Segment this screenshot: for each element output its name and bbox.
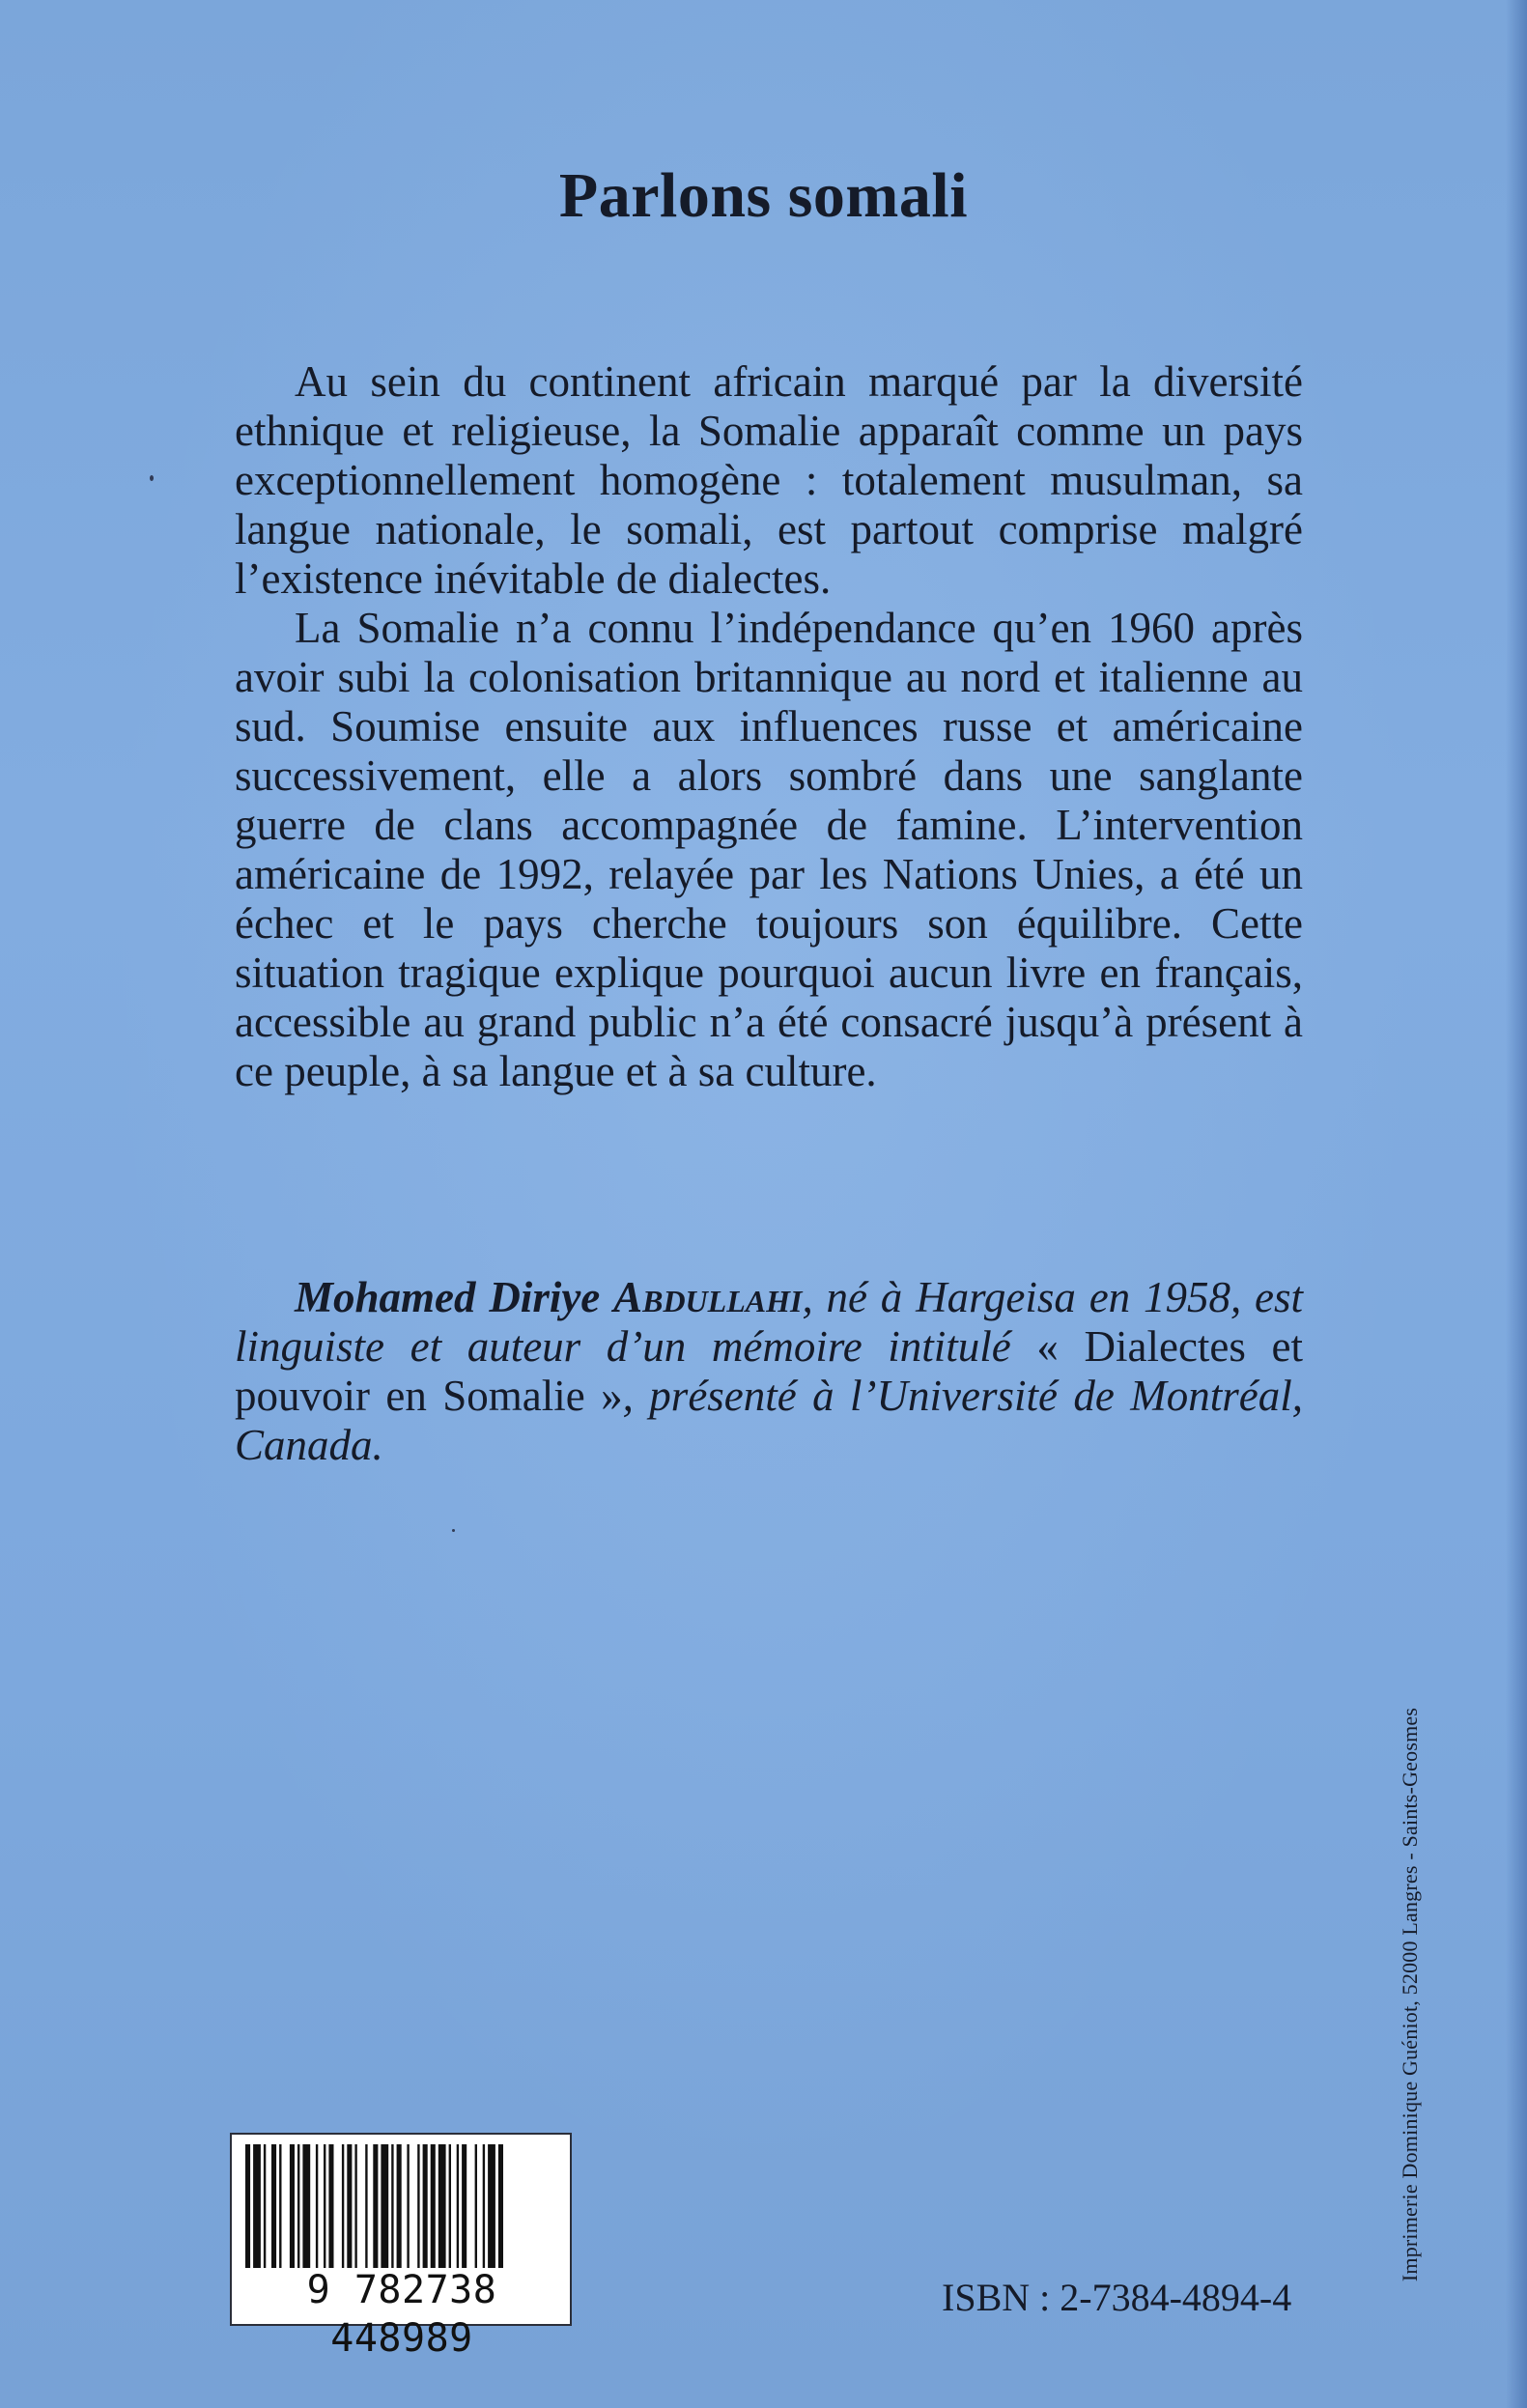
barcode-bar — [279, 2144, 281, 2268]
barcode-bar — [397, 2144, 402, 2268]
barcode-bar — [245, 2144, 250, 2268]
barcode-digits: 9 782738 448989 — [306, 2268, 497, 2361]
barcode-bar — [438, 2144, 446, 2268]
barcode-bar — [373, 2144, 378, 2268]
printer-imprint-text: Imprimerie Dominique Guéniot, 52000 Langres - Saints-Geosmes — [1398, 1707, 1422, 2282]
barcode-bar — [253, 2144, 261, 2268]
cover-edge-shadow — [1506, 0, 1527, 2408]
thesis-title: « Dialectes et pouvoir en Somalie » — [235, 1322, 1303, 1420]
barcode-bar — [342, 2144, 344, 2268]
author-bio-text-1: , né à Hargeisa en 1958, est linguiste et auteur d’un mémoire intitulé — [235, 1273, 1304, 1371]
barcode-bar — [354, 2144, 356, 2268]
barcode-bar — [381, 2144, 388, 2268]
barcode-bar — [328, 2144, 333, 2268]
barcode-bar — [302, 2144, 310, 2268]
barcode-bar — [264, 2144, 266, 2268]
printer-imprint — [1391, 1676, 1429, 2313]
barcode-bar — [475, 2144, 477, 2268]
barcode-bar — [391, 2144, 393, 2268]
barcode-bar — [488, 2144, 495, 2268]
barcode-bar — [498, 2144, 503, 2268]
author-surname: Abdullahi — [613, 1273, 803, 1321]
author-first-names: Mohamed Diriye — [295, 1273, 601, 1321]
barcode — [230, 2133, 572, 2361]
barcode-bar — [271, 2144, 276, 2268]
barcode-bar — [462, 2144, 467, 2268]
barcode-bar — [324, 2144, 325, 2268]
barcode-bar — [417, 2144, 419, 2268]
barcode-bar — [365, 2144, 367, 2268]
author-bio-text-2: , présenté à l’Université de Montréal, Canada. — [235, 1372, 1303, 1469]
print-speck — [452, 1529, 455, 1532]
barcode-bar — [316, 2144, 318, 2268]
barcode-bar — [457, 2144, 459, 2268]
isbn: ISBN : 2-7384-4894-4 — [942, 2276, 1292, 2319]
barcode-bar — [297, 2144, 299, 2268]
barcode-bar — [431, 2144, 436, 2268]
author-bio — [235, 1273, 1303, 1470]
blurb-paragraph-1: Au sein du continent africain marqué par la diversité ethnique et religieuse, la Somalie apparaît comme un pays exceptionnellement homogène : totalement musulman, sa langue nationale, le somali, est partout comprise malgré l’existence inévitable de dialectes. — [235, 357, 1303, 603]
barcode-bar — [449, 2144, 451, 2268]
barcode-bar — [347, 2144, 352, 2268]
barcode-bar — [423, 2144, 428, 2268]
book-title: Parlons somali — [558, 160, 969, 231]
blurb-paragraph-2: La Somalie n’a connu l’indépendance qu’en 1960 après avoir subi la colonisation britannique au nord et italienne au sud. Soumise ensuite aux influences russe et américaine successivement, elle a alors sombré dans une sanglante guerre de clans accompagnée de famine. L’intervention américaine de 1992, relayée par les Nations Unies, a été un échec et le pays cherche toujours son équilibre. Cette situation tragique explique pourquoi aucun livre en français, accessible au grand public n’a été consacré jusqu’à présent à ce peuple, à sa langue et à sa culture. — [235, 604, 1303, 1095]
barcode-bars — [245, 2144, 560, 2268]
barcode-bar — [483, 2144, 485, 2268]
barcode-bar — [290, 2144, 295, 2268]
blurb — [235, 357, 1303, 1096]
barcode-bar — [407, 2144, 409, 2268]
print-speck — [150, 475, 154, 481]
